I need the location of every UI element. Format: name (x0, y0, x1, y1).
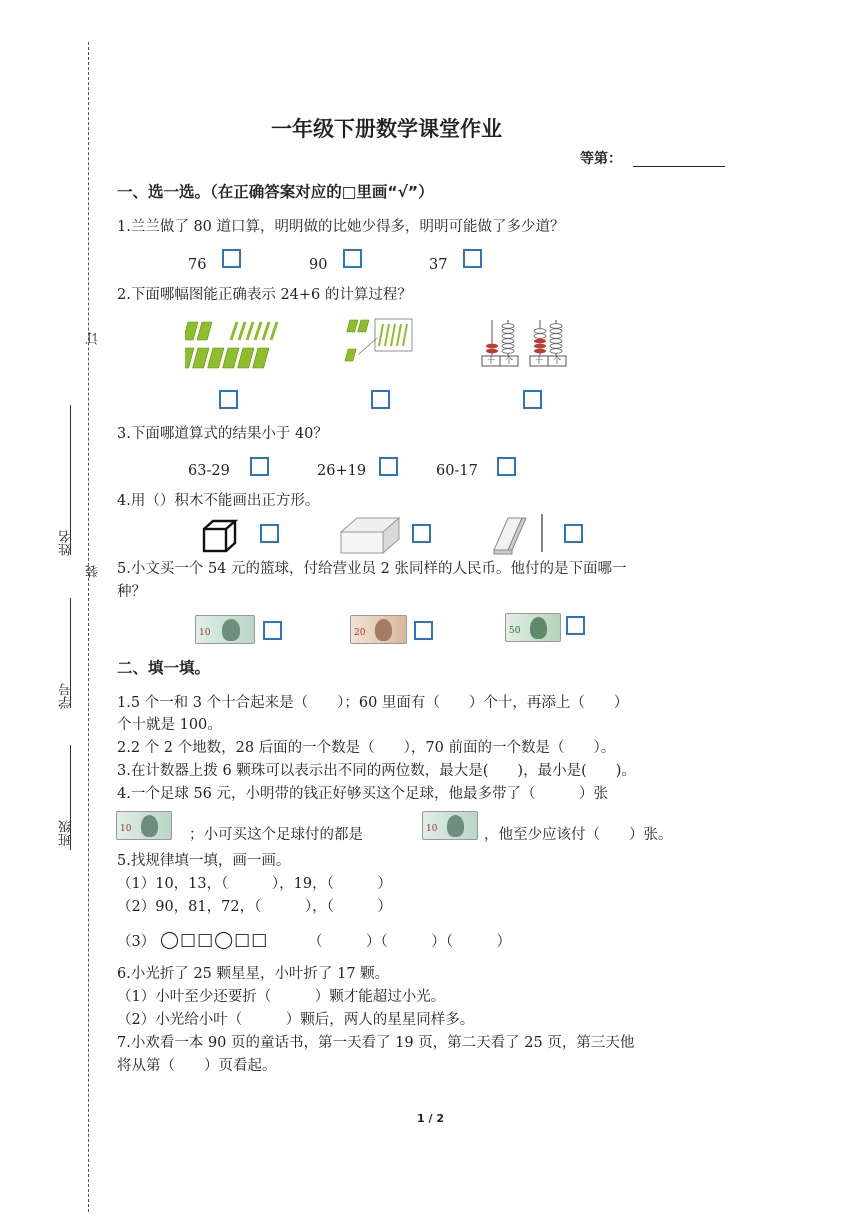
fill-q4-line2-b: ，他至少应该付（ ）张。 (484, 827, 673, 843)
q5-banknote-c: 50 (505, 613, 561, 642)
margin-zhuang: 装 (86, 565, 101, 578)
q3-checkbox-a[interactable] (250, 457, 269, 476)
margin-name-label: 姓名 (59, 530, 74, 556)
q4-plank-block (492, 512, 548, 558)
fill-q5-part3-label: （3） (117, 934, 156, 950)
q2-checkbox-a[interactable] (219, 390, 238, 409)
fill-q7-line1: 7.小欢看一本 90 页的童话书，第一天看了 19 页，第二天看了 25 页，第三天他 (117, 1035, 635, 1051)
binding-dashed-line (88, 42, 89, 1212)
q4-checkbox-b[interactable] (412, 524, 431, 543)
q5-text-line2: 种？ (117, 584, 146, 600)
grade-blank[interactable] (633, 166, 725, 167)
q5-checkbox-b[interactable] (414, 621, 433, 640)
fill-q5-title: 5.找规律填一填，画一画。 (117, 853, 291, 869)
q4-checkbox-c[interactable] (564, 524, 583, 543)
fill-q4-banknote-a: 10 (116, 811, 172, 840)
fill-q4-line2-a: ；小可买这个足球付的都是 (189, 827, 363, 843)
class-write-line[interactable] (70, 745, 71, 850)
q4-cube-block (200, 518, 238, 554)
q2-picture-bundles-b (343, 316, 415, 368)
q2-picture-bundles-a (185, 318, 303, 376)
q1-checkbox-b[interactable] (343, 249, 362, 268)
fill-q5-part1: （1）10，13，（ ），19，（ ） (117, 876, 392, 892)
q1-checkbox-c[interactable] (463, 249, 482, 268)
abacus-one-label-b: 个 (553, 356, 561, 365)
abacus-one-label-a: 个 (505, 356, 513, 365)
q5-banknote-a: 10 (195, 615, 255, 644)
fill-q6-part2: （2）小光给小叶（ ）颗后，两人的星星同样多。 (117, 1012, 475, 1028)
q4-cuboid-block (338, 515, 402, 557)
fill-q6-part1: （1）小叶至少还要折（ ）颗才能超过小光。 (117, 989, 446, 1005)
q2-text: 2.下面哪幅图能正确表示 24+6 的计算过程？ (117, 287, 412, 303)
fill-q4-banknote-b: 10 (422, 811, 478, 840)
q2-checkbox-c[interactable] (523, 390, 542, 409)
q1-option-c: 37 (429, 257, 448, 273)
fill-q6-title: 6.小光折了 25 颗星星，小叶折了 17 颗。 (117, 966, 390, 982)
fill-q2: 2.2 个 2 个地数，28 后面的一个数是（ ），70 前面的一个数是（ ）。 (117, 740, 616, 756)
margin-class-label: 班级 (59, 820, 74, 846)
q1-option-a: 76 (188, 257, 207, 273)
q1-option-b: 90 (309, 257, 328, 273)
fill-q4-line1: 4.一个足球 56 元，小明带的钱正好够买这个足球，他最多带了（ ）张 (117, 786, 609, 802)
q1-checkbox-a[interactable] (222, 249, 241, 268)
grade-label: 等第： (580, 151, 622, 167)
fill-q5-part2: （2）90，81，72，（ ），（ ） (117, 899, 392, 915)
abacus-ten-label-b: 十 (535, 356, 543, 365)
fill-q1-line1: 1.5 个一和 3 个十合起来是（ ）；60 里面有（ ）个十，再添上（ ） (117, 695, 629, 711)
fill-q7-line2: 将从第（ ）页看起。 (117, 1058, 277, 1074)
q5-text-line1: 5.小文买一个 54 元的篮球，付给营业员 2 张同样的人民币。他付的是下面哪一 (117, 561, 627, 577)
q3-text: 3.下面哪道算式的结果小于 40？ (117, 426, 328, 442)
q5-checkbox-a[interactable] (263, 621, 282, 640)
q3-option-a: 63-29 (188, 463, 230, 479)
q5-checkbox-c[interactable] (566, 616, 585, 635)
section2-heading: 二、填一填。 (117, 659, 211, 677)
page-number: 1 / 2 (417, 1112, 444, 1125)
number-write-line[interactable] (70, 598, 71, 708)
q1-text: 1.兰兰做了 80 道口算，明明做的比她少得多，明明可能做了多少道？ (117, 219, 565, 235)
q2-checkbox-b[interactable] (371, 390, 390, 409)
q5-banknote-b: 20 (350, 615, 407, 644)
q4-text: 4.用（）积木不能画出正方形。 (117, 493, 320, 509)
page-title: 一年级下册数学课堂作业 (271, 117, 502, 141)
q3-checkbox-c[interactable] (497, 457, 516, 476)
abacus-ten-label-a: 十 (487, 356, 495, 365)
fill-q5-shape-pattern: ◯□□◯□□ (160, 930, 269, 950)
fill-q5-part3-blanks: （ ）（ ）（ ） (308, 934, 511, 950)
margin-number-label: 学号 (59, 683, 74, 709)
margin-ding: 订 (86, 332, 101, 345)
name-write-line[interactable] (70, 405, 71, 555)
fill-q1-line2: 个十就是 100。 (117, 717, 222, 733)
q3-option-c: 60-17 (436, 463, 478, 479)
section1-heading: 一、选一选。（在正确答案对应的□里画“√”） (117, 183, 434, 201)
q3-checkbox-b[interactable] (379, 457, 398, 476)
q4-checkbox-a[interactable] (260, 524, 279, 543)
fill-q3: 3.在计数器上拨 6 颗珠可以表示出不同的两位数，最大是( )，最小是( )。 (117, 763, 636, 779)
q3-option-b: 26+19 (317, 463, 367, 479)
